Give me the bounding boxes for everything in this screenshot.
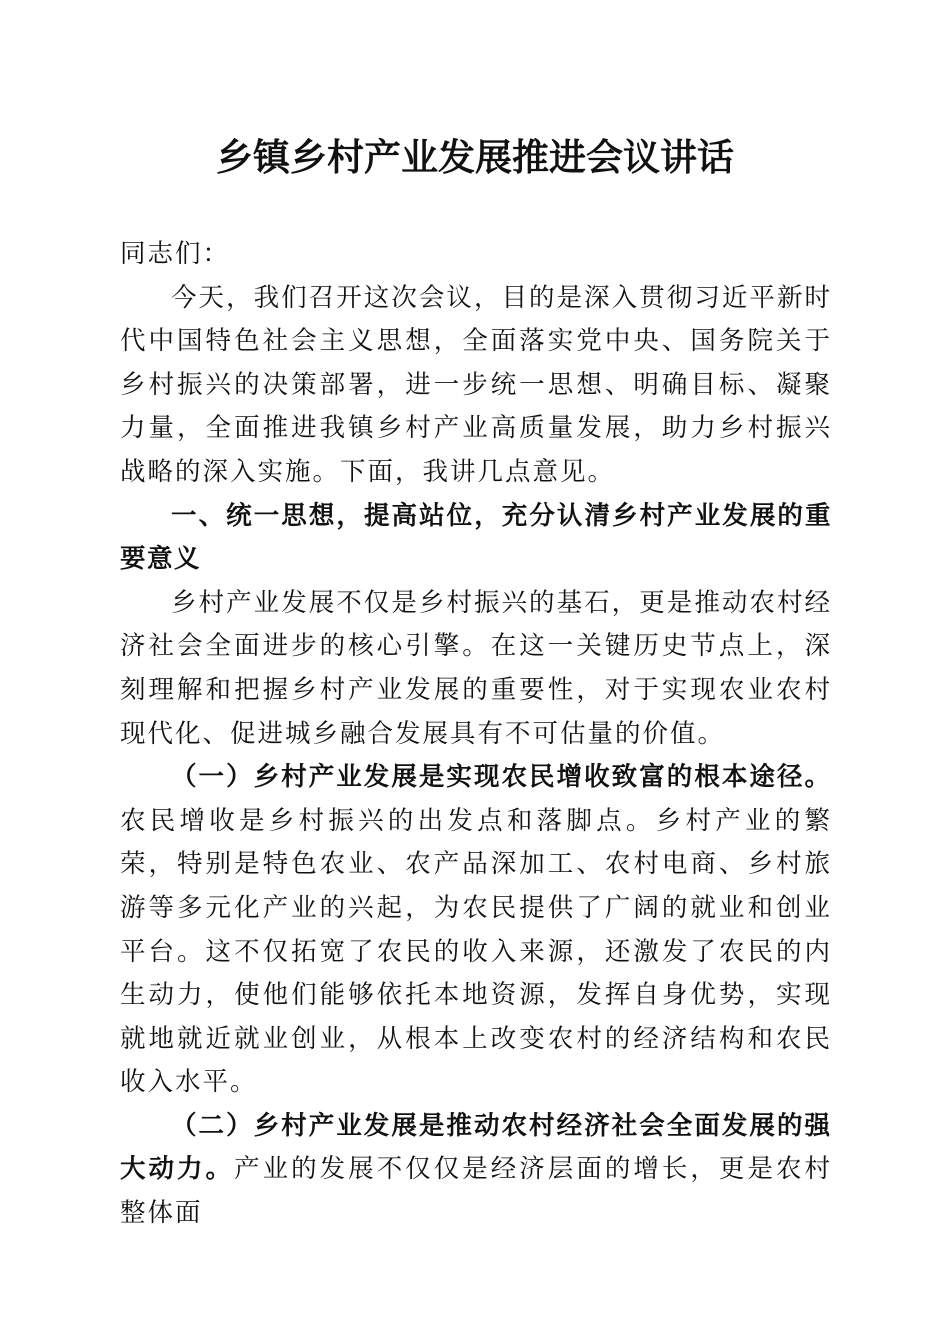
point-2-text: 产业的发展不仅仅是经济层面的增长，更是农村整体面 [120,1154,832,1229]
section-1-paragraph: 乡村产业发展不仅是乡村振兴的基石，更是推动农村经济社会全面进步的核心引擎。在这一关键历史节点上，深刻理解和把握乡村产业发展的重要性，对于实现农业农村现代化、促进城乡融合发展具有不可估量的价值。 [120,587,832,749]
document-body [120,233,832,1236]
section-1-heading: 一、统一思想，提高站位，充分认清乡村产业发展的重要意义 [120,500,832,575]
point-1-paragraph [120,756,832,1105]
document-title: 乡镇乡村产业发展推进会议讲话 [216,136,734,179]
point-2-heading: （二）乡村产业发展是推动农村经济社会全面发展的强大动力。 [120,1110,832,1185]
point-1-heading: （一）乡村产业发展是实现农民增收致富的根本途径。 [171,762,832,793]
intro-paragraph: 今天，我们召开这次会议，目的是深入贯彻习近平新时代中国特色社会主义思想，全面落实党中央、国务院关于乡村振兴的决策部署，进一步统一思想、明确目标、凝聚力量，全面推进我镇乡村产业高质量发展，助力乡村振兴战略的深入实施。下面，我讲几点意见。 [120,282,832,487]
salutation: 同志们： [120,239,231,269]
point-1-text: 农民增收是乡村振兴的出发点和落脚点。乡村产业的繁荣，特别是特色农业、农产品深加工、农村电商、乡村旅游等多元化产业的兴起，为农民提供了广阔的就业和创业平台。这不仅拓宽了农民的收入来源，还激发了农民的内生动力，使他们能够依托本地资源，发挥自身优势，实现就地就近就业创业，从根本上改变农村的经济结构和农民收入水平。 [120,805,832,1098]
point-2-paragraph [120,1105,832,1236]
